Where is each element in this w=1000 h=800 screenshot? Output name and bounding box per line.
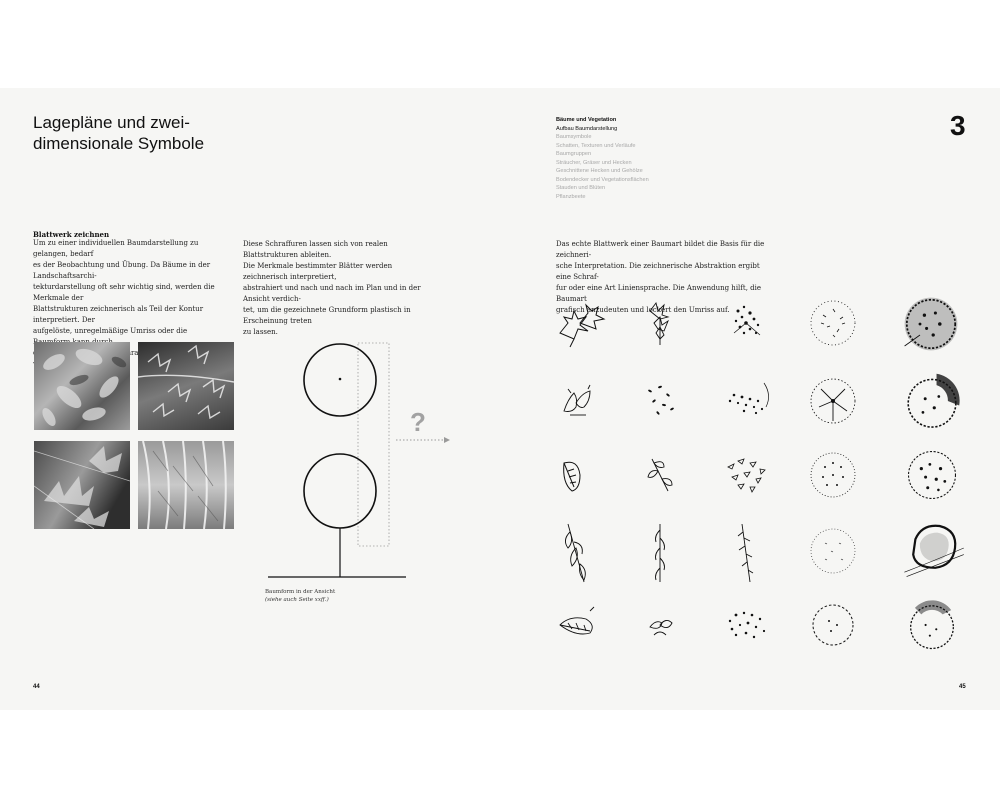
caption-line-2: (siehe auch Seite xxff.) (265, 597, 329, 603)
sketch-single-leaf-icon (550, 445, 610, 505)
text-line: abstrahiert und nach und nach im Plan und in der Ansicht verdich- (243, 284, 421, 303)
sketch-scattered-leaves-icon (630, 371, 690, 431)
sketch-leaf-cluster-icon (716, 293, 776, 353)
chapter-number: 3 (950, 110, 966, 141)
elevation-crown (304, 454, 376, 528)
sketch-textured-crown-icon (900, 443, 964, 507)
toc-item: Baumsymbole (556, 134, 592, 140)
sketch-broad-leaf-icon (550, 595, 610, 655)
text-line: Diese Schraffuren lassen sich von realen Blattstrukturen ableiten. (243, 240, 388, 259)
question-mark: ? (410, 407, 426, 437)
toc-item: Bodendecker und Vegetationsflächen (556, 176, 649, 183)
toc-item: Schatten, Texturen und Verläufe (556, 142, 636, 149)
text-line: tekturdarstellung oft sehr wichtig sind, werden die Merkmale der (33, 283, 215, 302)
plan-center-dot (339, 378, 342, 381)
toc-item-chapter: Bäume und Vegetation (556, 117, 617, 123)
sketch-maple-leaves-icon (550, 293, 610, 353)
sketch-outline-crown-icon (900, 515, 966, 581)
foliage-sketch-grid (548, 293, 978, 673)
text-line: grafisch anzudeuten und lockert den Umriss auf. (556, 306, 730, 314)
leaf-photo-2 (138, 342, 234, 430)
toc-item: Baumgruppen (556, 151, 592, 157)
sketch-leaf-sprig-icon (630, 445, 690, 505)
chapter-toc (556, 116, 649, 201)
toc-item-current: Aufbau Baumdarstellung (556, 125, 618, 132)
text-line: Blattstrukturen zeichnerisch als Teil der Kontur interpretiert. Der (33, 305, 204, 324)
caption-line-1: Baumform in der Ansicht (265, 589, 336, 595)
leaf-photo-1 (34, 342, 130, 430)
sketch-small-maple-icon (630, 293, 690, 353)
section-heading: Blattwerk zeichnen (33, 230, 110, 239)
book-spread (0, 88, 1000, 710)
sketch-round-crown-dense-icon (898, 291, 964, 357)
sketch-ground-leaf-mass-icon (716, 595, 776, 655)
text-line: fur oder eine Art Liniensprache. Die Anwendung hilft, die Baumart (556, 284, 762, 303)
arrow-head-icon (444, 437, 450, 443)
sketch-faint-crown-icon (803, 521, 863, 581)
title-line-1: Lagepläne und zwei- (33, 113, 190, 132)
tree-form-diagram (258, 336, 458, 586)
toc-item: Geschnittene Hecken und Gehölze (556, 168, 643, 174)
text-line: tet, um die gezeichnete Grundform plastisch in Erscheinung treten (243, 306, 411, 325)
title-line-2: dimensionale Symbole (33, 134, 205, 153)
sketch-dotted-crown-icon (803, 445, 863, 505)
text-line: zu lassen. (243, 328, 278, 336)
sketch-round-crown-light-icon (803, 293, 863, 353)
page-number-right: 45 (959, 684, 966, 690)
dotted-guide-frame (358, 343, 389, 546)
sketch-shadow-crown-icon (900, 593, 964, 657)
toc-item: Stauden und Blüten (556, 185, 606, 191)
page-title (33, 112, 333, 154)
text-line: es der Beobachtung und Übung. Da Bäume in der Landschaftsarchi- (33, 261, 211, 280)
body-column-2 (243, 239, 439, 338)
sketch-small-leaf-cluster-icon (630, 595, 690, 655)
sketch-leaf-ring-crown-icon (803, 595, 863, 655)
page-number-left: 44 (33, 684, 40, 690)
toc-item: Sträucher, Gräser und Hecken (556, 159, 632, 166)
sketch-willow-sprig-icon (630, 518, 690, 588)
sketch-arc-leaves-icon (716, 371, 776, 431)
sketch-hanging-leaves-icon (550, 518, 610, 588)
text-line: Um zu einer individuellen Baumdarstellung zu gelangen, bedarf (33, 239, 199, 258)
leaf-photo-4 (138, 441, 234, 529)
text-line: aufgelöste, unregelmäßige Umriss oder die (33, 327, 188, 335)
sketch-narrow-leaves-icon (716, 518, 776, 588)
diagram-caption (265, 588, 335, 604)
sketch-oak-leaves-icon (550, 371, 610, 431)
leaf-photo-3 (34, 441, 130, 529)
text-line: Blattschraffuren (101, 349, 160, 357)
toc-item: Pflanzbeete (556, 193, 586, 200)
sketch-leaf-mass-icon (716, 445, 776, 505)
sketch-shaded-crown-icon (898, 367, 966, 435)
text-line: Die Merkmale bestimmter Blätter werden zeichnerisch interpretiert, (243, 262, 393, 281)
text-line: sche Interpretation. Die zeichnerische Abstraktion ergibt eine Schraf- (556, 262, 760, 281)
text-line: Das echte Blattwerk einer Baumart bildet die Basis für die zeichneri- (556, 240, 765, 259)
sketch-branch-crown-icon (803, 371, 863, 431)
